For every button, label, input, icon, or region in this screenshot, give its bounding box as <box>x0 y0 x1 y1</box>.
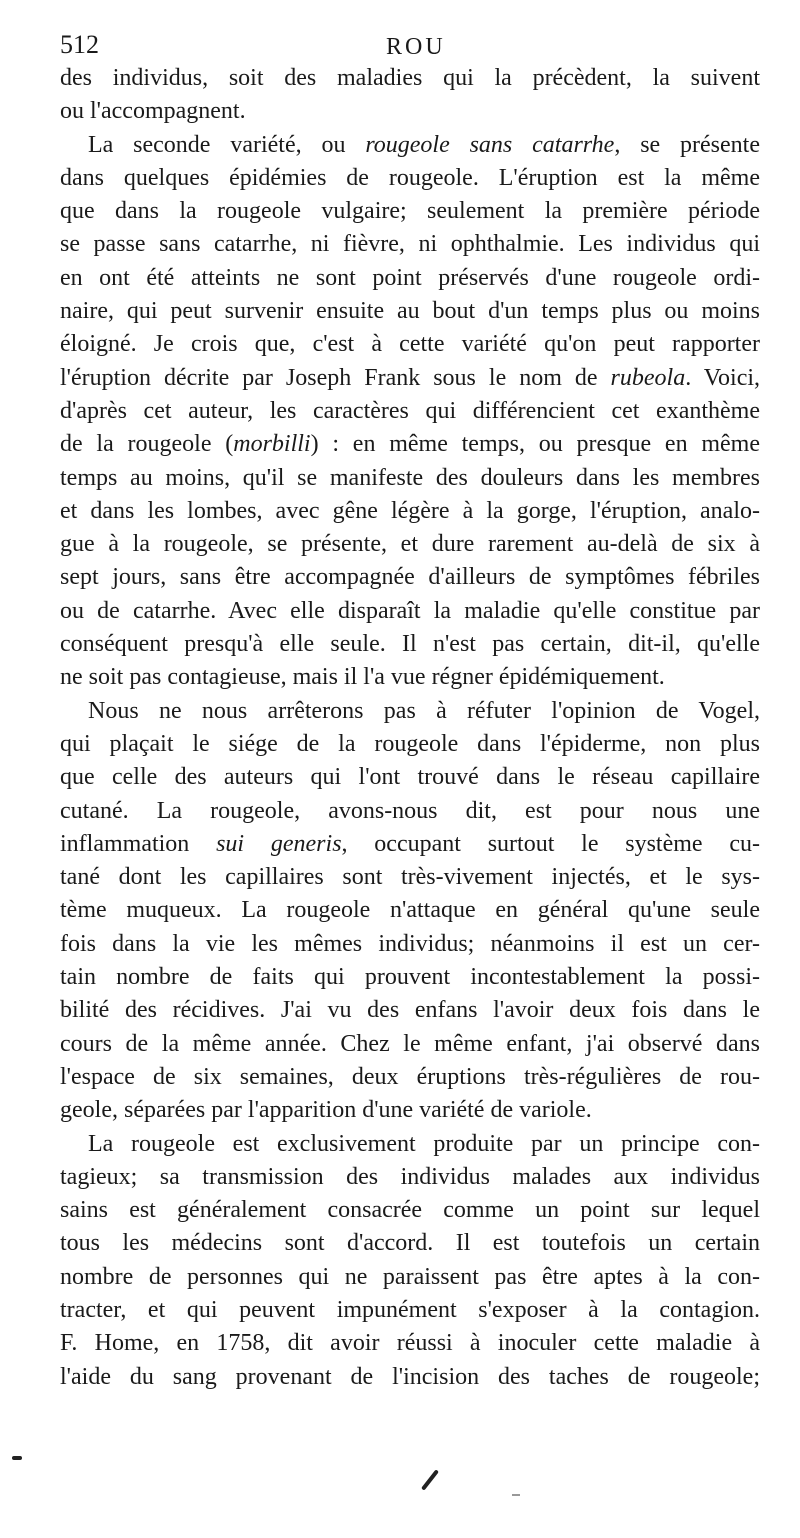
text-line: l'aide du sang provenant de l'incision des taches de rougeole; <box>60 1363 760 1390</box>
text-line: que dans la rougeole vulgaire; seulement la première période <box>60 198 760 225</box>
text-line: geole, séparées par l'apparition d'une variété de variole. <box>60 1097 592 1124</box>
text-line: conséquent presqu'à elle seule. Il n'est pas certain, dit-il, qu'elle <box>60 631 760 658</box>
text-line: tain nombre de faits qui prouvent incontestablement la possi- <box>60 964 760 991</box>
text-line: que celle des auteurs qui l'ont trouvé dans le réseau capillaire <box>60 764 760 791</box>
text-line: en ont été atteints ne sont point préservés d'une rougeole ordi- <box>60 264 760 291</box>
text-line: tème muqueux. La rougeole n'attaque en général qu'une seule <box>60 897 760 924</box>
text-line: fois dans la vie les mêmes individus; néanmoins il est un cer- <box>60 930 760 957</box>
text-line: se passe sans catarrhe, ni fièvre, ni ophthalmie. Les individus qui <box>60 231 760 258</box>
ink-stroke <box>421 1469 439 1490</box>
text-line: nombre de personnes qui ne paraissent pas être aptes à la con- <box>60 1263 760 1290</box>
text-line: tous les médecins sont d'accord. Il est toutefois un certain <box>60 1230 760 1257</box>
text-line: cutané. La rougeole, avons-nous dit, est pour nous une <box>60 797 760 824</box>
text-line: sains est généralement consacrée comme un point sur lequel <box>60 1197 760 1224</box>
text-line: bilité des récidives. J'ai vu des enfans l'avoir deux fois dans le <box>60 997 760 1024</box>
text-line: gue à la rougeole, se présente, et dure rarement au-delà de six à <box>60 531 760 558</box>
text-line: ne soit pas contagieuse, mais il l'a vue régner épidémiquement. <box>60 664 665 691</box>
text-line: Nous ne nous arrêterons pas à réfuter l'opinion de Vogel, <box>88 697 760 724</box>
text-line: F. Home, en 1758, dit avoir réussi à inoculer cette maladie à <box>60 1330 760 1357</box>
text-line: tracter, et qui peuvent impunément s'exposer à la contagion. <box>60 1296 760 1323</box>
body-text <box>60 62 760 1394</box>
text-line: des individus, soit des maladies qui la précèdent, la suivent <box>60 65 760 91</box>
text-line: naire, qui peut survenir ensuite au bout d'un temps plus ou moins <box>60 298 760 325</box>
text-line: l'espace de six semaines, deux éruptions très-régulières de rou- <box>60 1063 760 1090</box>
text-line: La seconde variété, ou rougeole sans catarrhe, se présente <box>88 131 760 158</box>
text-line: cours de la même année. Chez le même enfant, j'ai observé dans <box>60 1030 760 1057</box>
page-number: 512 <box>60 30 99 59</box>
text-line: La rougeole est exclusivement produite par un principe con- <box>88 1130 760 1157</box>
text-line: de la rougeole (morbilli) : en même temps, ou presque en même <box>60 431 760 458</box>
text-line: temps au moins, qu'il se manifeste des douleurs dans les membres <box>60 464 760 491</box>
text-line: qui plaçait le siége de la rougeole dans l'épiderme, non plus <box>60 730 760 757</box>
text-line: d'après cet auteur, les caractères qui différencient cet exanthème <box>60 397 760 424</box>
page-header <box>60 30 760 64</box>
ink-speck <box>512 1494 520 1496</box>
text-line: dans quelques épidémies de rougeole. L'éruption est la même <box>60 164 760 191</box>
text-line: ou de catarrhe. Avec elle disparaît la maladie qu'elle constitue par <box>60 597 760 624</box>
text-line: éloigné. Je crois que, c'est à cette variété qu'on peut rapporter <box>60 331 760 358</box>
running-head: ROU <box>386 34 446 60</box>
text-line: tagieux; sa transmission des individus malades aux individus <box>60 1163 760 1190</box>
text-line: l'éruption décrite par Joseph Frank sous le nom de rubeola. Voici, <box>60 364 761 391</box>
text-line: sept jours, sans être accompagnée d'ailleurs de symptômes fébriles <box>60 564 760 591</box>
text-line: inflammation sui generis, occupant surtout le système cu- <box>60 830 760 857</box>
text-line: tané dont les capillaires sont très-vivement injectés, et le sys- <box>60 864 760 891</box>
ink-speck <box>12 1456 22 1460</box>
text-line: et dans les lombes, avec gêne légère à la gorge, l'éruption, analo- <box>60 497 760 524</box>
text-line: ou l'accompagnent. <box>60 98 246 125</box>
